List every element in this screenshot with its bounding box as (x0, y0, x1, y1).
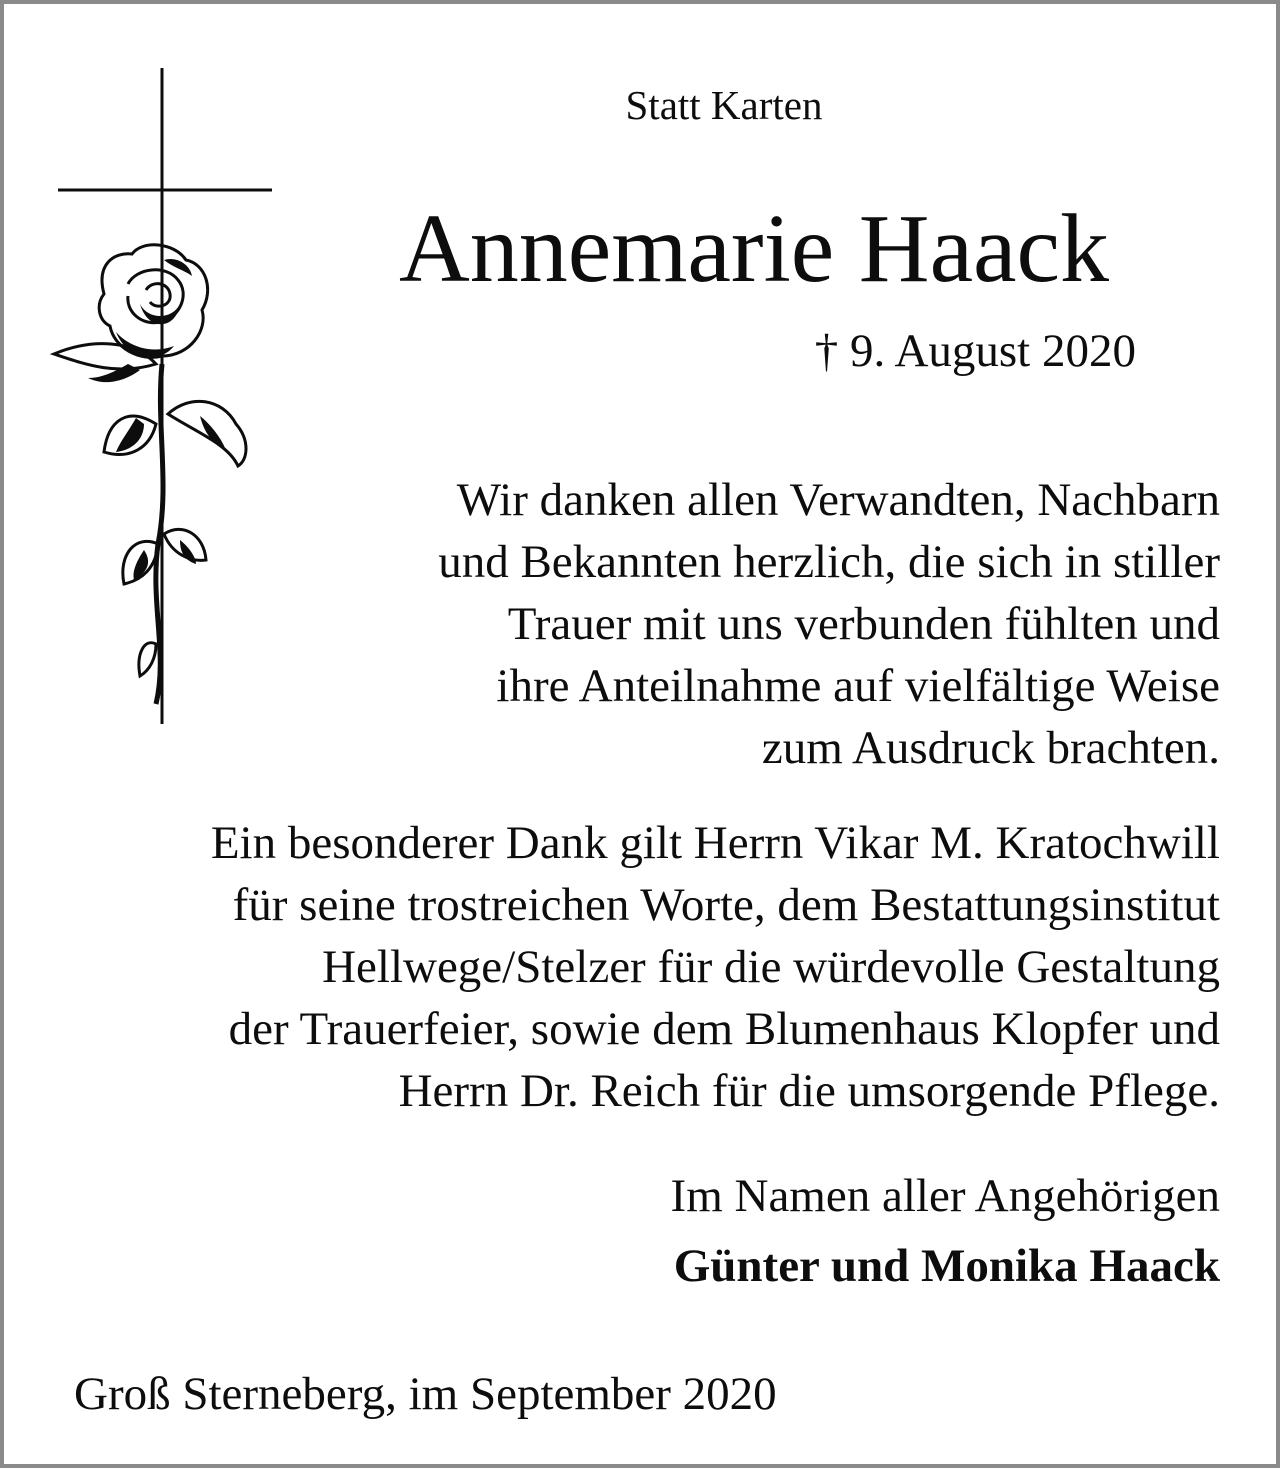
thanks-paragraph (438, 469, 1220, 779)
special-thanks-paragraph (211, 812, 1220, 1122)
text-line: und Bekannten herzlich, die sich in stiller (438, 536, 1220, 588)
death-date: † 9. August 2020 (814, 325, 1136, 377)
text-line: Trauer mit uns verbunden fühlten und (507, 598, 1220, 650)
text-line: Herrn Dr. Reich für die umsorgende Pflege. (398, 1065, 1220, 1117)
text-line: Hellwege/Stelzer für die würdevolle Gestaltung (322, 941, 1220, 993)
text-line: der Trauerfeier, sowie dem Blumenhaus Klopfer und (228, 1003, 1220, 1055)
text-line: Wir danken allen Verwandten, Nachbarn (456, 474, 1220, 526)
text-line: Ein besonderer Dank gilt Herrn Vikar M. Kratochwill (210, 817, 1220, 869)
header-statt-karten: Statt Karten (625, 82, 823, 128)
deceased-name: Annemarie Haack (398, 195, 1110, 303)
text-line: für seine trostreichen Worte, dem Bestattungsinstitut (232, 879, 1220, 931)
closing-line: Im Namen aller Angehörigen (670, 1170, 1220, 1222)
text-line: ihre Anteilnahme auf vielfältige Weise (496, 660, 1220, 712)
place-and-date: Groß Sterneberg, im September 2020 (74, 1368, 777, 1420)
text-line: zum Ausdruck brachten. (761, 722, 1220, 774)
signers: Günter und Monika Haack (673, 1240, 1220, 1292)
cross-with-rose-icon (44, 64, 284, 729)
